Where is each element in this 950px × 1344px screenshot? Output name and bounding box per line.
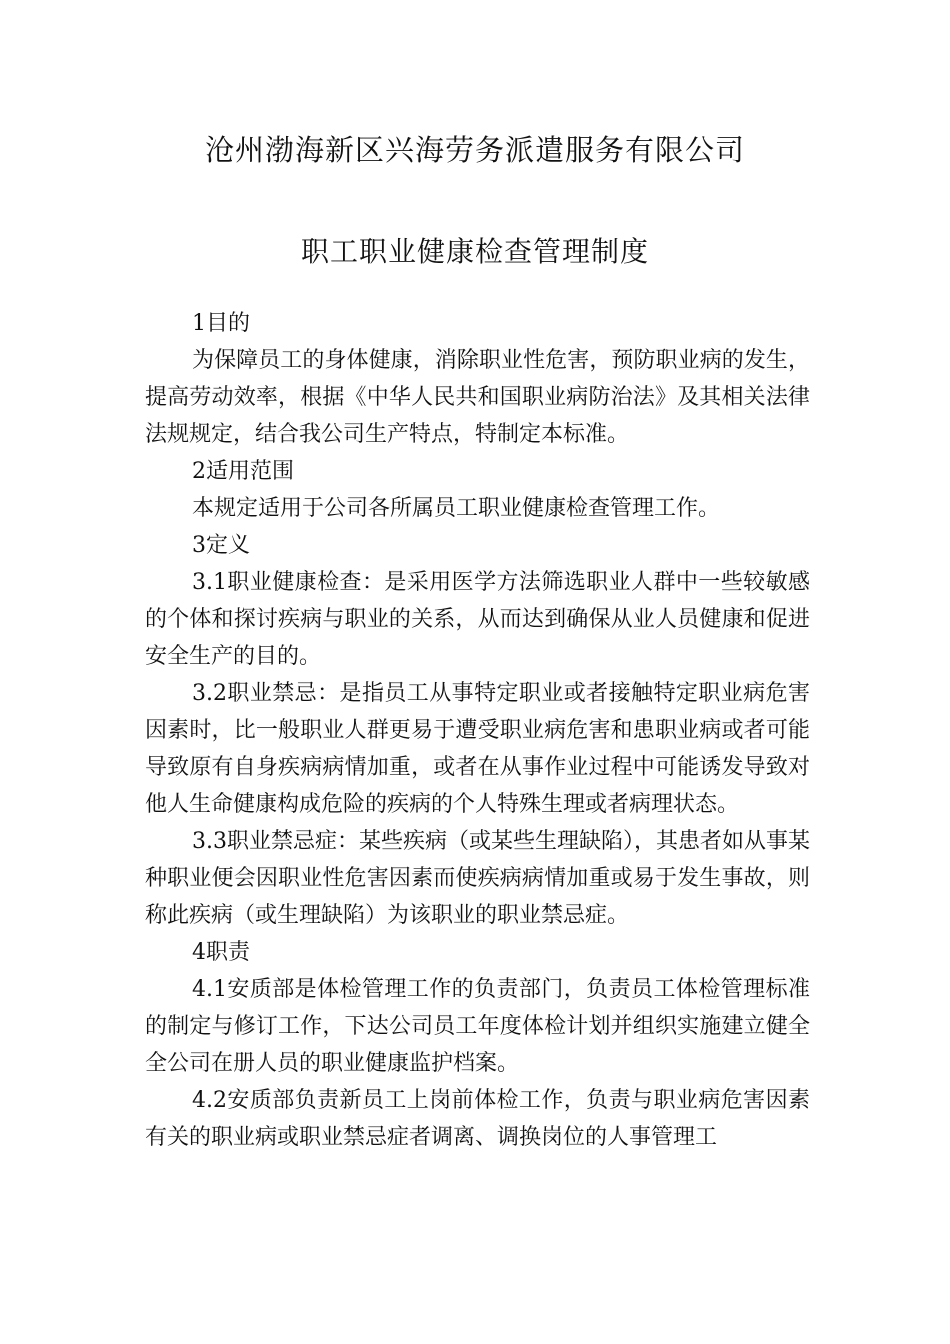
document-body bbox=[145, 305, 810, 1156]
paragraph-definition-3-2: 3.2职业禁忌：是指员工从事特定职业或者接触特定职业病危害因素时，比一般职业人群更易于遭受职业病危害和患职业病或者可能导致原有自身疾病病情加重，或者在从事作业过程中可能诱发导致对他人生命健康构成危险的疾病的个人特殊生理或者病理状态。 bbox=[145, 681, 810, 817]
paragraph-definition-3-3: 3.3职业禁忌症：某些疾病（或某些生理缺陷），其患者如从事某种职业便会因职业性危害因素而使疾病病情加重或易于发生事故，则称此疾病（或生理缺陷）为该职业的职业禁忌症。 bbox=[145, 829, 810, 928]
paragraph-responsibility-4-2: 4.2安质部负责新员工上岗前体检工作，负责与职业病危害因素有关的职业病或职业禁忌症者调离、调换岗位的人事管理工 bbox=[145, 1088, 810, 1150]
paragraph-definition-3-1: 3.1职业健康检查：是采用医学方法筛选职业人群中一些较敏感的个体和探讨疾病与职业的关系，从而达到确保从业人员健康和促进安全生产的目的。 bbox=[145, 570, 810, 669]
paragraph-responsibility-4-1: 4.1安质部是体检管理工作的负责部门，负责员工体检管理标准的制定与修订工作，下达公司员工年度体检计划并组织实施建立健全全公司在册人员的职业健康监护档案。 bbox=[145, 977, 810, 1076]
section-heading-purpose: 1目的 bbox=[192, 311, 250, 336]
section-heading-scope: 2适用范围 bbox=[192, 459, 294, 484]
section-heading-definitions: 3定义 bbox=[192, 533, 250, 558]
company-name: 沧州渤海新区兴海劳务派遣服务有限公司 bbox=[204, 133, 745, 167]
paragraph-scope: 本规定适用于公司各所属员工职业健康检查管理工作。 bbox=[192, 496, 721, 521]
paragraph-purpose: 为保障员工的身体健康，消除职业性危害，预防职业病的发生，提高劳动效率，根据《中华人民共和国职业病防治法》及其相关法律法规规定，结合我公司生产特点，特制定本标准。 bbox=[145, 348, 810, 447]
section-heading-responsibilities: 4职责 bbox=[192, 940, 250, 965]
document-title: 职工职业健康检查管理制度 bbox=[300, 235, 649, 268]
